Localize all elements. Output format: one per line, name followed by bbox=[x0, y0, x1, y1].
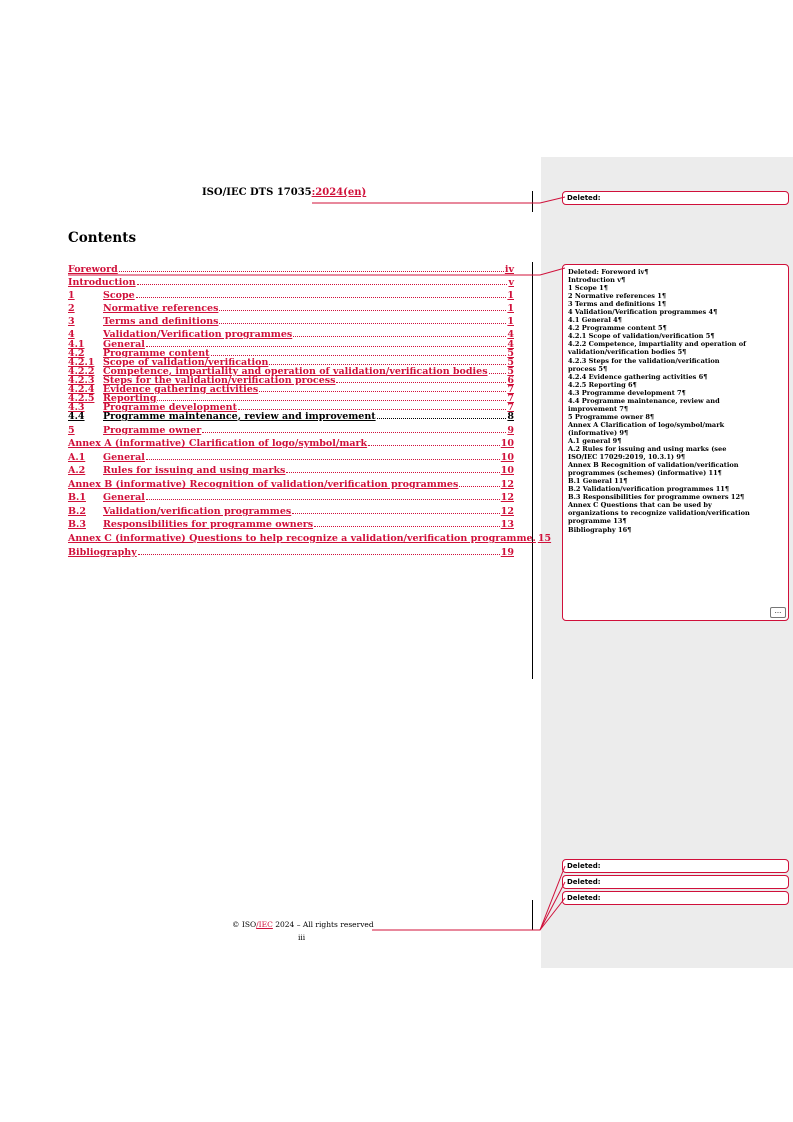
comment-line: 4.2.1 Scope of validation/verification 5¶ bbox=[568, 332, 715, 341]
comment-line: 4.2.4 Evidence gathering activities 6¶ bbox=[568, 372, 708, 381]
toc-entry-page: 7 bbox=[507, 402, 514, 413]
toc-entry-number: B.2 bbox=[68, 506, 86, 517]
comment-line: B.3 Responsibilities for programme owners 12¶ bbox=[568, 493, 745, 502]
toc-entry-page: 12 bbox=[500, 479, 514, 490]
toc-entry-title: General bbox=[103, 492, 145, 503]
comment-line: 5 Programme owner 8¶ bbox=[568, 412, 655, 421]
toc-entry-number: 1 bbox=[68, 290, 75, 301]
toc-entry-title: Programme content bbox=[103, 348, 210, 359]
comment-line: 4 Validation/Verification programmes 4¶ bbox=[568, 308, 718, 317]
toc-entry-page: 8 bbox=[507, 411, 514, 422]
comment-line: 2 Normative references 1¶ bbox=[568, 292, 667, 301]
toc-entry-number: 4.2.3 bbox=[68, 375, 95, 386]
toc-entry-title: Introduction bbox=[68, 277, 136, 288]
toc-entry-title: Validation/verification programmes bbox=[103, 506, 292, 517]
toc-entry-title: Programme development bbox=[103, 402, 237, 413]
toc-entry-number: 4.2.1 bbox=[68, 357, 95, 368]
toc-entry-title: Annex C (informative) Questions to help recognize a validation/verification programme. bbox=[68, 533, 536, 544]
comment-line: B.2 Validation/verification programmes 11¶ bbox=[568, 485, 730, 494]
toc-entry-number: 4.1 bbox=[68, 339, 85, 350]
toc-entry-title: General bbox=[103, 339, 145, 350]
comment-line: 1 Scope 1¶ bbox=[568, 284, 608, 293]
toc-entry-title: Annex A (informative) Clarification of logo/symbol/mark bbox=[68, 438, 368, 449]
comment-line: A.1 general 9¶ bbox=[568, 436, 622, 445]
comment-line: improvement 7¶ bbox=[568, 404, 629, 413]
deleted-comment-footer-3[interactable]: Deleted: bbox=[562, 891, 789, 905]
toc-entry-page: 13 bbox=[500, 519, 514, 530]
toc-entry-number: 4.2 bbox=[68, 348, 85, 359]
toc-entry-title: Programme maintenance, review and improvement bbox=[103, 411, 376, 422]
comment-line: Bibliography 16¶ bbox=[568, 525, 632, 534]
comment-line: B.1 General 11¶ bbox=[568, 477, 628, 486]
comment-line: 3 Terms and definitions 1¶ bbox=[568, 300, 667, 309]
comment-line: programmes (schemes) (informative) 11¶ bbox=[568, 469, 722, 478]
comment-line: Annex B Recognition of validation/verification bbox=[568, 461, 739, 470]
toc-entry-number: 4.2.2 bbox=[68, 366, 95, 377]
deleted-comment-header[interactable]: Deleted: bbox=[562, 191, 789, 205]
leader-line-footer-3 bbox=[540, 898, 565, 930]
toc-entry-number: B.1 bbox=[68, 492, 86, 503]
contents-title: Contents bbox=[68, 230, 137, 246]
comment-line: 4.2 Programme content 5¶ bbox=[568, 324, 667, 333]
comment-line: process 5¶ bbox=[568, 364, 608, 373]
comment-line: organizations to recognize validation/verification bbox=[568, 509, 750, 518]
comment-line: A.2 Rules for issuing and using marks (see bbox=[568, 445, 727, 454]
comment-line: 4.2.2 Competence, impartiality and operation of bbox=[568, 340, 746, 349]
toc-entry-title: Competence, impartiality and operation of validation/verification bodies bbox=[103, 366, 488, 377]
more-icon[interactable]: ... bbox=[770, 607, 786, 618]
toc-entry-title: Steps for the validation/verification process bbox=[103, 375, 336, 386]
toc-entry-title: Terms and definitions bbox=[103, 316, 219, 327]
toc-entry-number: 4.4 bbox=[68, 411, 85, 422]
toc-entry-number: 4 bbox=[68, 329, 75, 340]
footer-copyright: © ISO/IEC 2024 – All rights reserved bbox=[232, 920, 374, 929]
toc-entry-title: Annex B (informative) Recognition of validation/verification programmes bbox=[68, 479, 459, 490]
toc-entry-number: A.2 bbox=[68, 465, 86, 476]
comment-line: validation/verification bodies 5¶ bbox=[568, 348, 687, 357]
toc-entry-page: 9 bbox=[507, 425, 514, 436]
toc-entry-page: 6 bbox=[507, 375, 514, 386]
toc-entry-number: 4.2.5 bbox=[68, 393, 95, 404]
comment-line: ISO/IEC 17029:2019, 10.3.1) 9¶ bbox=[568, 453, 686, 462]
toc-entry-page: 10 bbox=[500, 452, 514, 463]
toc-entry-page: v bbox=[508, 277, 514, 288]
comment-line: Deleted: Foreword iv¶ bbox=[568, 268, 649, 276]
toc-entry-page: 5 bbox=[507, 357, 514, 368]
toc-entry-page: 19 bbox=[500, 547, 514, 558]
comment-line: 4.2.5 Reporting 6¶ bbox=[568, 380, 637, 389]
comment-line: (informative) 9¶ bbox=[568, 428, 629, 437]
toc-entry-page: 1 bbox=[507, 290, 514, 301]
toc-entry-title: Reporting bbox=[103, 393, 157, 404]
comment-line: Annex C Questions that can be used by bbox=[568, 501, 712, 510]
toc-entry-number: A.1 bbox=[68, 452, 86, 463]
toc-entry-number: 2 bbox=[68, 303, 75, 314]
deleted-comment-footer-2[interactable]: Deleted: bbox=[562, 875, 789, 889]
page-number: iii bbox=[298, 933, 306, 942]
toc-entry-page: 7 bbox=[507, 393, 514, 404]
toc-entry-page: iv bbox=[504, 264, 514, 275]
comment-line: 4.2.3 Steps for the validation/verification bbox=[568, 356, 720, 365]
toc-entry-title: General bbox=[103, 452, 145, 463]
toc-entry-title: Bibliography bbox=[68, 547, 137, 558]
deleted-comment-footer-1[interactable]: Deleted: bbox=[562, 859, 789, 873]
toc-entry-page: 4 bbox=[507, 339, 514, 350]
toc-entry-number: B.3 bbox=[68, 519, 86, 530]
toc-entry-title: Foreword bbox=[68, 264, 118, 275]
toc-entry-page: 10 bbox=[500, 438, 514, 449]
toc-entry-number: 5 bbox=[68, 425, 75, 436]
toc-entry-page: 12 bbox=[500, 492, 514, 503]
toc-entry-page: 7 bbox=[507, 384, 514, 395]
toc-entry-title: Programme owner bbox=[103, 425, 202, 436]
toc-entry-title: Validation/Verification programmes bbox=[103, 329, 293, 340]
toc-entry-page: 4 bbox=[507, 329, 514, 340]
comment-line: 4.3 Programme development 7¶ bbox=[568, 388, 686, 397]
toc-entry-page: 1 bbox=[507, 316, 514, 327]
comment-line: 4.4 Programme maintenance, review and bbox=[568, 396, 720, 405]
toc-entry-title: Normative references bbox=[103, 303, 219, 314]
toc-entry-page: 10 bbox=[500, 465, 514, 476]
comment-line: 4.1 General 4¶ bbox=[568, 316, 622, 325]
toc-entry-title: Evidence gathering activities bbox=[103, 384, 259, 395]
toc-entry-page: 1 bbox=[507, 303, 514, 314]
toc-entry-title: Responsibilities for programme owners bbox=[103, 519, 314, 530]
leader-line-toc bbox=[68, 268, 565, 275]
toc-entry-page: 15 bbox=[537, 533, 552, 544]
comment-line: programme 13¶ bbox=[568, 517, 627, 526]
toc-entry-number: 3 bbox=[68, 316, 75, 327]
toc-entry-page: 5 bbox=[507, 348, 514, 359]
comment-line: Introduction v¶ bbox=[568, 276, 626, 285]
leader-line-footer-1 bbox=[372, 866, 565, 930]
toc-entry-title: Scope bbox=[103, 290, 135, 301]
comment-line: Annex A Clarification of logo/symbol/mark bbox=[568, 420, 725, 429]
header-doc-id: ISO/IEC DTS 17035 bbox=[202, 187, 312, 198]
toc-entry-title: Scope of validation/verification bbox=[103, 357, 269, 368]
leader-line-footer-2 bbox=[540, 882, 565, 930]
toc-entry-number: 4.2.4 bbox=[68, 384, 95, 395]
leader-line-header bbox=[312, 197, 565, 203]
toc-entry-title: Rules for issuing and using marks bbox=[103, 465, 286, 476]
header-inserted-text: :2024(en) bbox=[311, 187, 367, 198]
toc-entry-number: 4.3 bbox=[68, 402, 85, 413]
toc-entry-page: 5 bbox=[507, 366, 514, 377]
toc-entry-page: 12 bbox=[500, 506, 514, 517]
